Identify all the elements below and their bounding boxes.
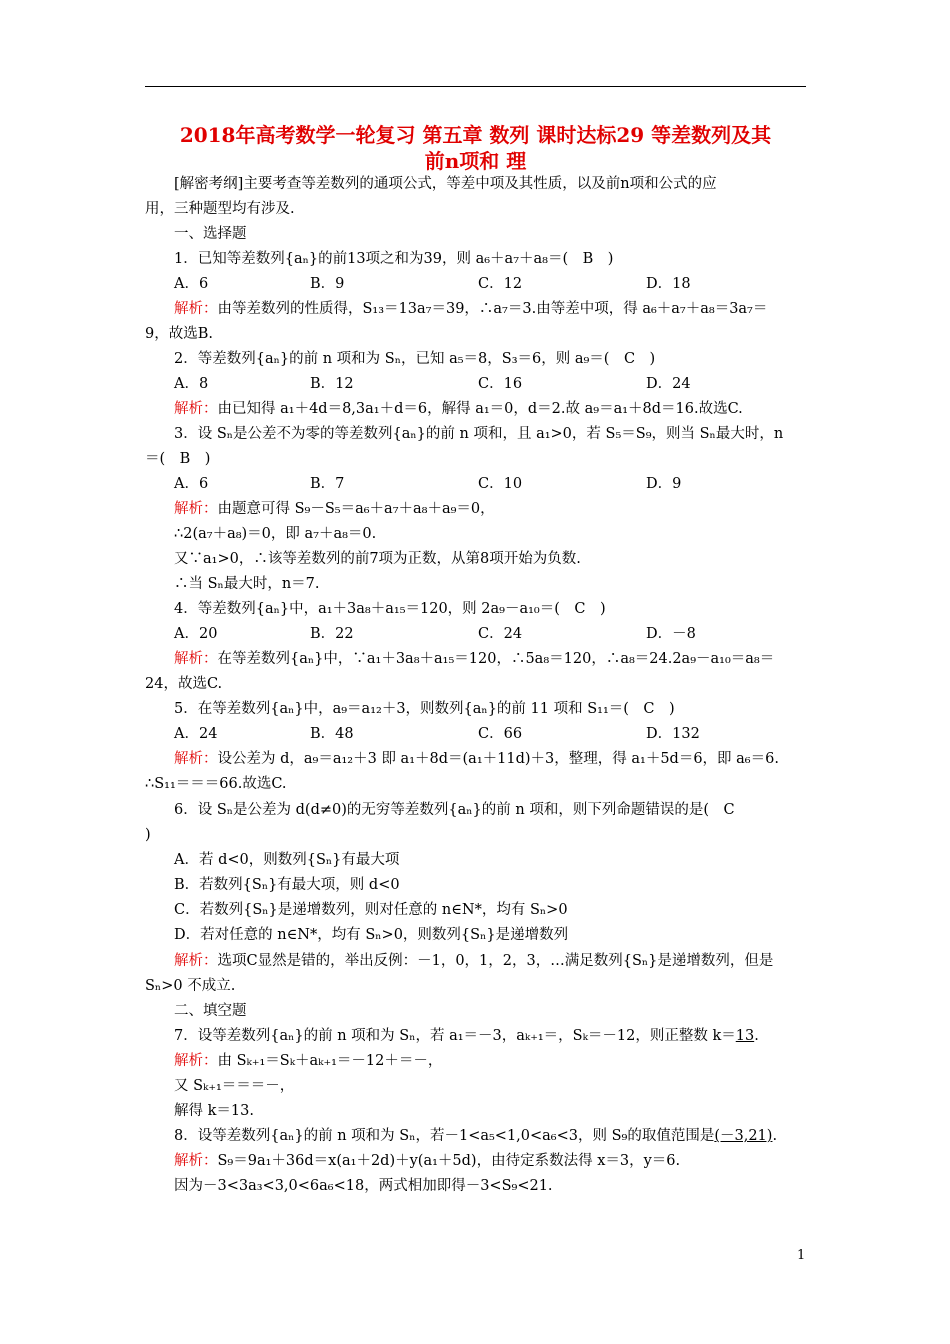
q3-stem-2: ＝( B ) (145, 451, 211, 467)
q6-solution-2: Sₙ>0 不成立. (145, 978, 236, 994)
q3-solution-3: 又∵a₁>0，∴该等差数列的前7项为正数，从第8项开始为负数. (174, 551, 581, 567)
q6-option-d: D．若对任意的 n∈N*，均有 Sₙ>0，则数列{Sₙ}是递增数列 (174, 927, 569, 943)
q6-solution-text: 选项C显然是错的，举出反例：－1，0，1，2，3，…满足数列{Sₙ}是递增数列，但是 (217, 953, 774, 969)
q6-option-b: B．若数列{Sₙ}有最大项，则 d<0 (174, 877, 400, 893)
q3-option-d: D．9 (646, 476, 682, 492)
q3-solution-4: ∴当 Sₙ最大时，n＝7. (174, 576, 320, 592)
q4-option-c: C．24 (478, 626, 523, 642)
q5-option-d: D．132 (646, 726, 700, 742)
q1-option-b: B．9 (310, 276, 345, 292)
q6-option-a: A．若 d<0，则数列{Sₙ}有最大项 (174, 852, 400, 868)
page-number: 1 (797, 1248, 806, 1263)
q6-solution-1 (174, 951, 773, 971)
q4-stem: 4．等差数列{aₙ}中，a₁＋3a₈＋a₁₅＝120，则 2a₉－a₁₀＝( C ) (174, 601, 606, 617)
q8-period: . (772, 1128, 778, 1144)
solution-label: 解析： (174, 1053, 218, 1069)
q3-solution-2: ∴2(a₇＋a₈)＝0，即 a₇＋a₈＝0. (174, 526, 377, 542)
solution-label: 解析： (174, 1153, 218, 1169)
q2-solution-text: 由已知得 a₁＋4d＝8,3a₁＋d＝6，解得 a₁＝0，d＝2.故 a₉＝a₁＋8d＝16.故选C. (217, 401, 743, 417)
solution-label: 解析： (174, 751, 218, 767)
q5-solution-text: 设公差为 d，a₉＝a₁₂＋3 即 a₁＋8d＝(a₁＋11d)＋3，整理，得 a₁＋5d＝6，即 a₆＝6. (217, 751, 779, 767)
q7-period: . (754, 1028, 759, 1044)
q5-solution-2: ∴S₁₁＝＝＝66.故选C. (145, 776, 287, 792)
q5-stem: 5．在等差数列{aₙ}中，a₉＝a₁₂＋3，则数列{aₙ}的前 11 项和 S₁₁＝( C ) (174, 701, 675, 717)
q4-solution-text: 在等差数列{aₙ}中，∵a₁＋3a₈＋a₁₅＝120，∴5a₈＝120，∴a₈＝24.2a₉－a₁₀＝a₈＝ (217, 651, 775, 667)
q7-solution-3: 解得 k＝13. (174, 1103, 254, 1119)
document-title (145, 122, 806, 174)
q1-solution-1 (174, 299, 767, 319)
q1-solution-2: 9，故选B. (145, 326, 213, 342)
title-line-2: 前n项和 理 (424, 149, 527, 173)
q2-option-d: D．24 (646, 376, 691, 392)
q3-option-a: A．6 (174, 476, 209, 492)
q7-solution-1 (174, 1051, 442, 1071)
q3-solution-text: 由题意可得 S₉－S₅＝a₆＋a₇＋a₈＋a₉＝0， (217, 501, 495, 517)
q1-stem: 1．已知等差数列{aₙ}的前13项之和为39，则 a₆＋a₇＋a₈＝( B ) (174, 251, 614, 267)
q2-solution (174, 399, 743, 419)
section-choice: 一、选择题 (174, 226, 247, 242)
q8-answer: (－3,21) (714, 1128, 773, 1144)
q4-solution-2: 24，故选C. (145, 676, 223, 692)
q2-option-c: C．16 (478, 376, 523, 392)
solution-label: 解析： (174, 953, 218, 969)
q4-option-d: D．－8 (646, 626, 696, 642)
solution-label: 解析： (174, 651, 218, 667)
q1-option-d: D．18 (646, 276, 691, 292)
q5-option-b: B．48 (310, 726, 354, 742)
q5-solution-1 (174, 749, 779, 769)
q1-solution-text: 由等差数列的性质得，S₁₃＝13a₇＝39，∴a₇＝3.由等差中项，得 a₆＋a₇＋a₈＝3a₇＝ (217, 301, 768, 317)
q4-option-a: A．20 (174, 626, 218, 642)
q7-answer: 13 (735, 1028, 755, 1044)
q6-stem-1: 6．设 Sₙ是公差为 d(d≠0)的无穷等差数列{aₙ}的前 n 项和，则下列命题错误的是( C (174, 802, 735, 818)
q4-solution-1 (174, 649, 774, 669)
q8-solution-1 (174, 1151, 680, 1171)
q8-solution-text: S₉＝9a₁＋36d＝x(a₁＋2d)＋y(a₁＋5d)，由待定系数法得 x＝3，y＝6. (217, 1153, 681, 1169)
intro-line-1: [解密考纲]主要考查等差数列的通项公式，等差中项及其性质，以及前n项和公式的应 (174, 176, 717, 192)
q8-stem-text: 8．设等差数列{aₙ}的前 n 项和为 Sₙ，若－1<a₅<1,0<a₆<3，则 S₉的取值范围是 (174, 1128, 715, 1144)
q1-option-c: C．12 (478, 276, 523, 292)
top-rule (145, 86, 806, 87)
q4-option-b: B．22 (310, 626, 354, 642)
q7-stem (174, 1026, 759, 1046)
q1-option-a: A．6 (174, 276, 209, 292)
q3-stem-1: 3．设 Sₙ是公差不为零的等差数列{aₙ}的前 n 项和，且 a₁>0，若 S₅＝S₉，则当 Sₙ最大时，n (174, 426, 784, 442)
title-line-1: 2018年高考数学一轮复习 第五章 数列 课时达标29 等差数列及其 (179, 123, 772, 147)
q7-solution-2: 又 Sₖ₊₁＝＝＝－， (174, 1078, 295, 1094)
q2-option-b: B．12 (310, 376, 354, 392)
solution-label: 解析： (174, 301, 218, 317)
q2-option-a: A．8 (174, 376, 209, 392)
q3-option-c: C．10 (478, 476, 523, 492)
q5-option-c: C．66 (478, 726, 523, 742)
solution-label: 解析： (174, 501, 218, 517)
q8-stem (174, 1126, 777, 1146)
section-fill: 二、填空题 (174, 1003, 247, 1019)
q2-stem: 2．等差数列{aₙ}的前 n 项和为 Sₙ，已知 a₅＝8，S₃＝6，则 a₉＝( C ) (174, 351, 656, 367)
q8-solution-2: 因为－3<3a₃<3,0<6a₆<18，两式相加即得－3<S₉<21. (174, 1178, 553, 1194)
solution-label: 解析： (174, 401, 218, 417)
q6-option-c: C．若数列{Sₙ}是递增数列，则对任意的 n∈N*，均有 Sₙ>0 (174, 902, 568, 918)
q3-option-b: B．7 (310, 476, 345, 492)
q6-stem-2: ) (145, 827, 151, 843)
q7-solution-text: 由 Sₖ₊₁＝Sₖ＋aₖ₊₁＝－12＋＝－， (217, 1053, 443, 1069)
q7-stem-text: 7．设等差数列{aₙ}的前 n 项和为 Sₙ，若 a₁＝－3，aₖ₊₁＝，Sₖ＝－12，则正整数 k＝ (174, 1028, 736, 1044)
intro-line-2: 用，三种题型均有涉及. (145, 201, 295, 217)
q5-option-a: A．24 (174, 726, 218, 742)
q3-solution-1 (174, 499, 495, 519)
